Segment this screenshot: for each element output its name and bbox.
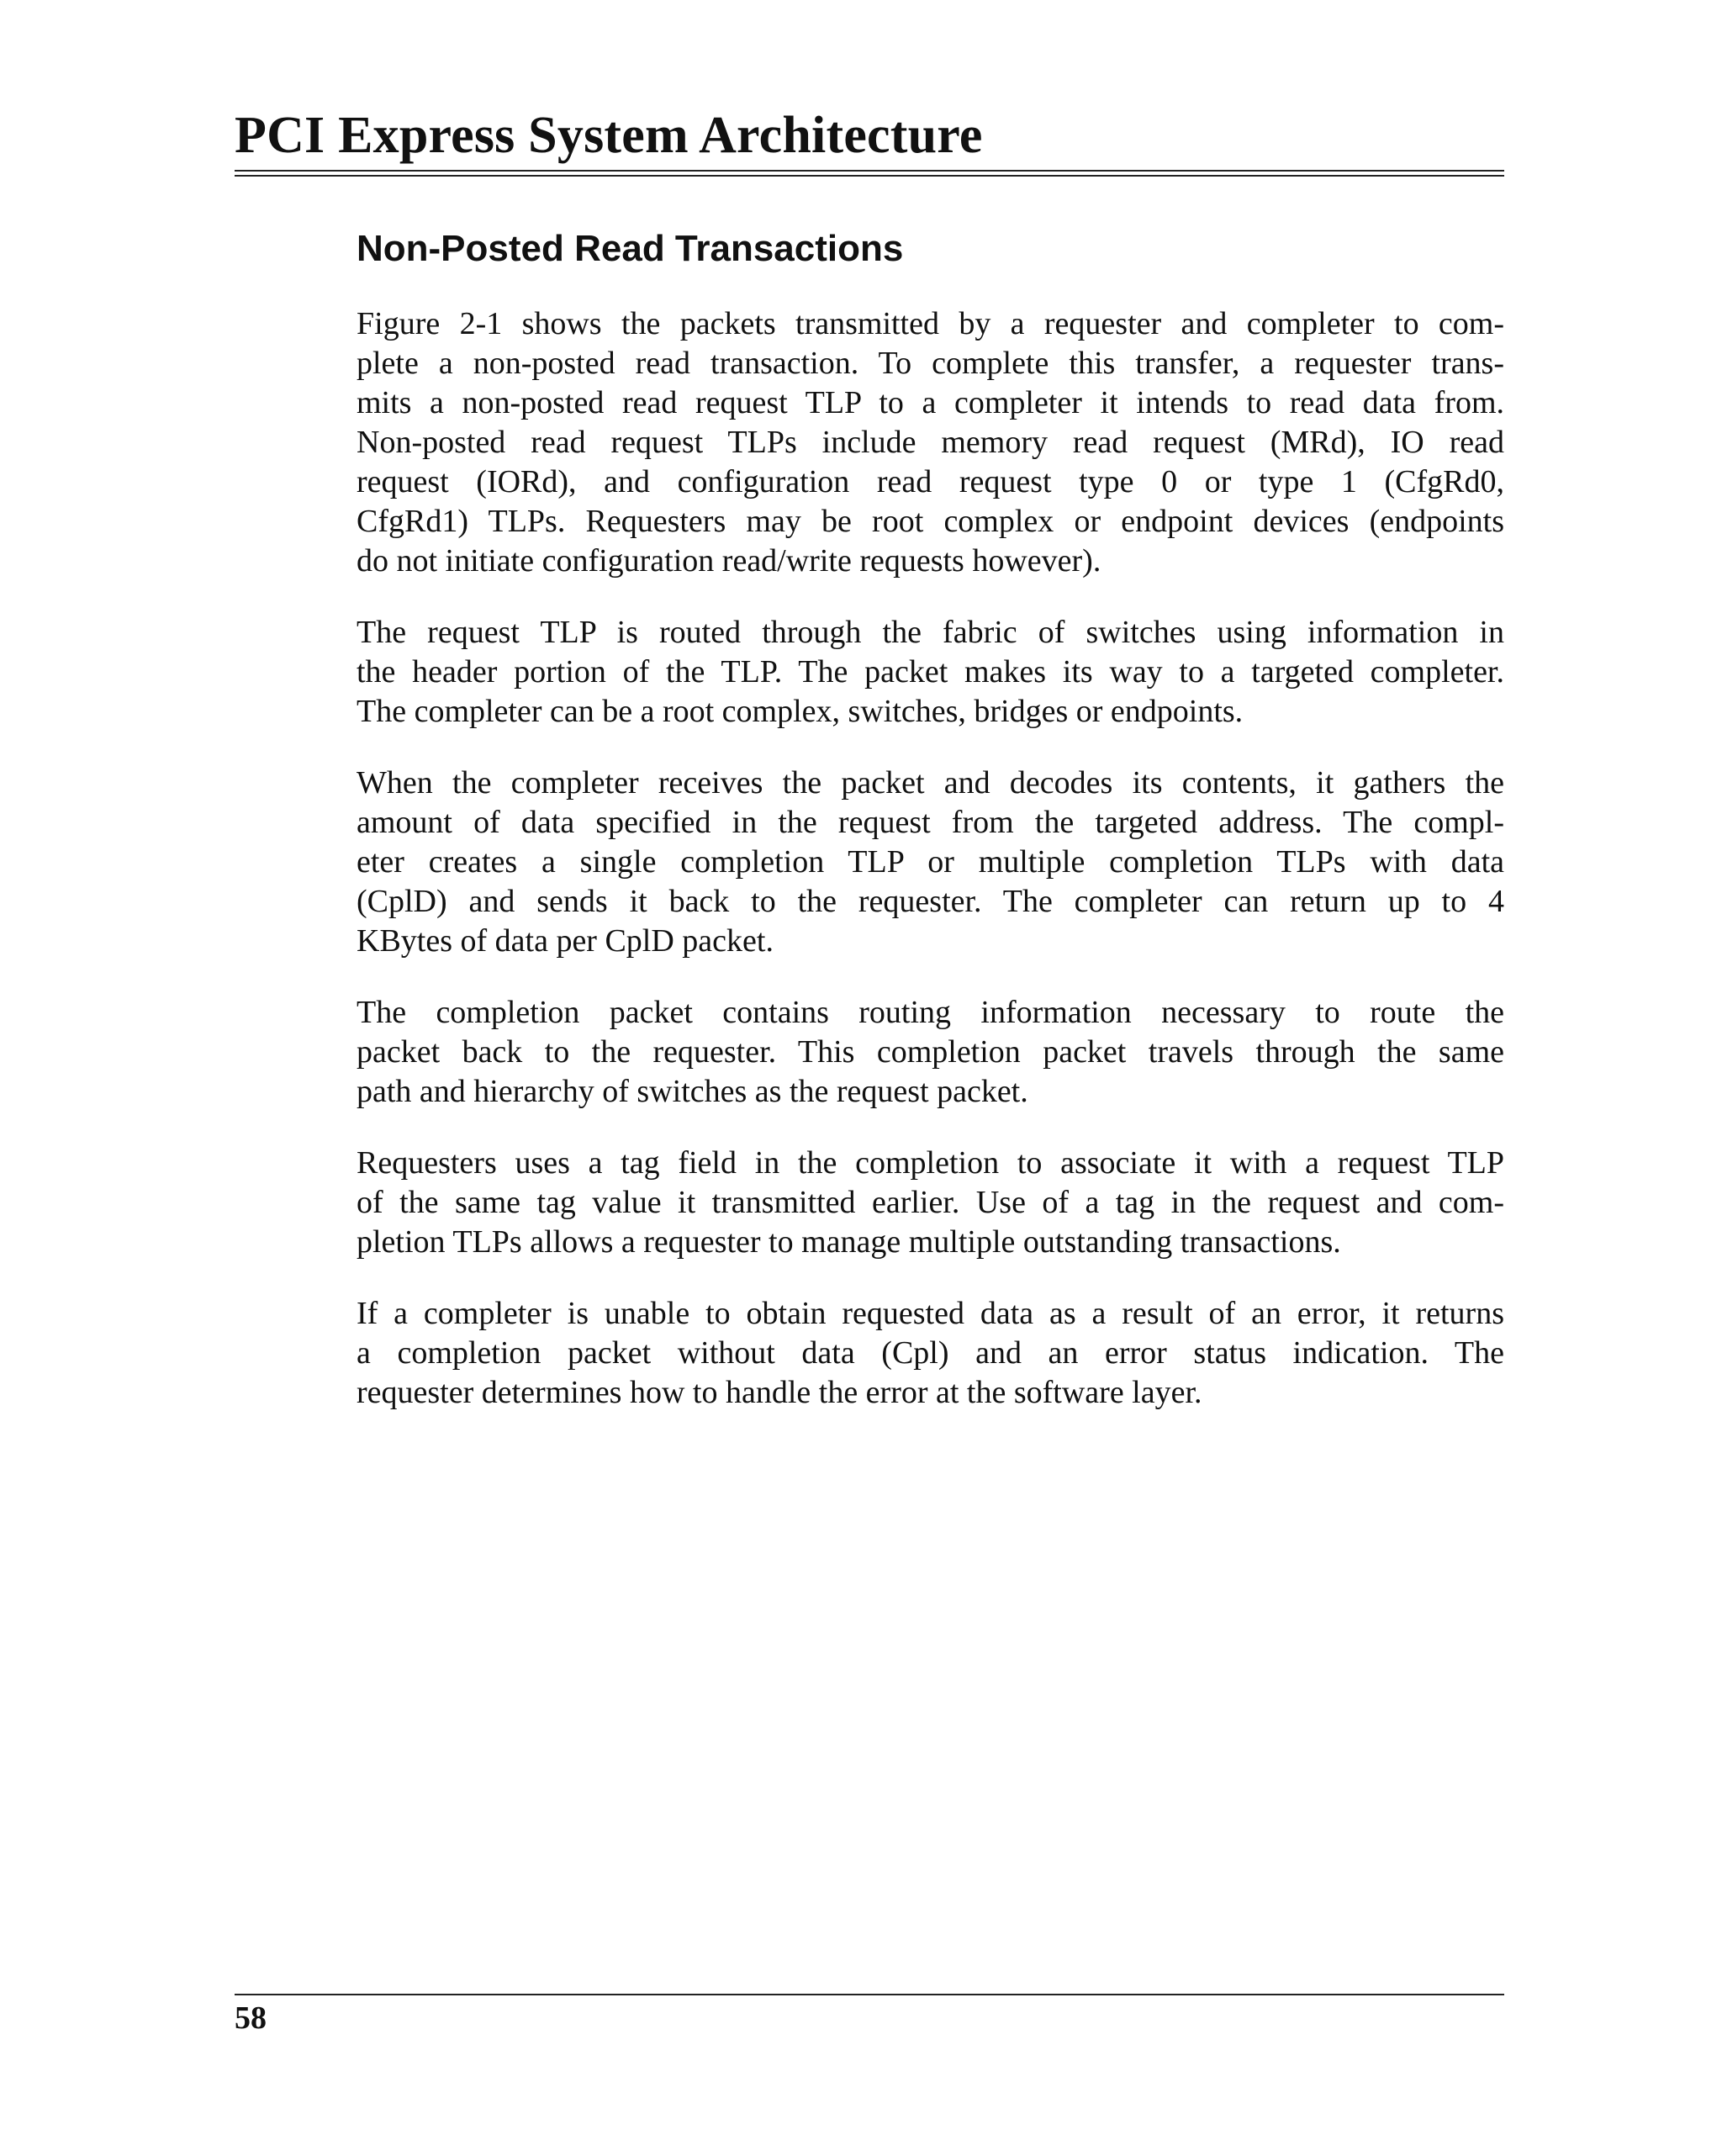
- footer-rule: [235, 1994, 1504, 1995]
- text-line: path and hierarchy of switches as the request packet.: [357, 1074, 1028, 1109]
- page-number: 58: [235, 2000, 267, 2036]
- paragraph: [357, 993, 1504, 1112]
- paragraph: [357, 304, 1504, 581]
- body-text: [357, 304, 1504, 1445]
- text-line: of the same tag value it transmitted earlier. Use of a tag in the request and com-: [357, 1185, 1504, 1220]
- text-line: The completion packet contains routing information necessary to route the: [357, 995, 1504, 1030]
- header-rule-bottom: [235, 175, 1504, 177]
- text-line: plete a non-posted read transaction. To complete this transfer, a requester trans-: [357, 346, 1504, 381]
- text-line: requester determines how to handle the error at the software layer.: [357, 1375, 1202, 1410]
- text-line: a completion packet without data (Cpl) and an error status indication. The: [357, 1335, 1504, 1371]
- text-line: do not initiate configuration read/write requests however).: [357, 543, 1101, 579]
- text-line: pletion TLPs allows a requester to manage multiple outstanding transactions.: [357, 1224, 1341, 1260]
- text-line: When the completer receives the packet and decodes its contents, it gathers the: [357, 765, 1504, 801]
- text-line: amount of data specified in the request from the targeted address. The compl-: [357, 805, 1504, 840]
- text-line: request (IORd), and configuration read request type 0 or type 1 (CfgRd0,: [357, 464, 1504, 499]
- text-line: Requesters uses a tag field in the completion to associate it with a request TLP: [357, 1145, 1504, 1181]
- text-line: mits a non-posted read request TLP to a completer it intends to read data from.: [357, 385, 1504, 420]
- text-line: packet back to the requester. This completion packet travels through the same: [357, 1034, 1504, 1070]
- text-line: Non-posted read request TLPs include memory read request (MRd), IO read: [357, 425, 1504, 460]
- text-line: the header portion of the TLP. The packet makes its way to a targeted completer.: [357, 654, 1504, 690]
- header-rule-top: [235, 170, 1504, 172]
- paragraph: [357, 1294, 1504, 1413]
- paragraph: [357, 1144, 1504, 1262]
- paragraph: [357, 764, 1504, 961]
- text-line: The request TLP is routed through the fabric of switches using information in: [357, 615, 1504, 650]
- text-line: KBytes of data per CplD packet.: [357, 923, 774, 959]
- text-line: If a completer is unable to obtain requested data as a result of an error, it returns: [357, 1296, 1504, 1331]
- text-line: The completer can be a root complex, switches, bridges or endpoints.: [357, 694, 1244, 729]
- section-title: Non-Posted Read Transactions: [357, 228, 904, 269]
- text-line: eter creates a single completion TLP or multiple completion TLPs with data: [357, 844, 1504, 880]
- running-header: PCI Express System Architecture: [235, 107, 983, 164]
- paragraph: [357, 613, 1504, 732]
- text-line: CfgRd1) TLPs. Requesters may be root complex or endpoint devices (endpoints: [357, 504, 1504, 539]
- text-line: (CplD) and sends it back to the requester. The completer can return up to 4: [357, 884, 1504, 919]
- text-line: Figure 2-1 shows the packets transmitted by a requester and completer to com-: [357, 306, 1504, 341]
